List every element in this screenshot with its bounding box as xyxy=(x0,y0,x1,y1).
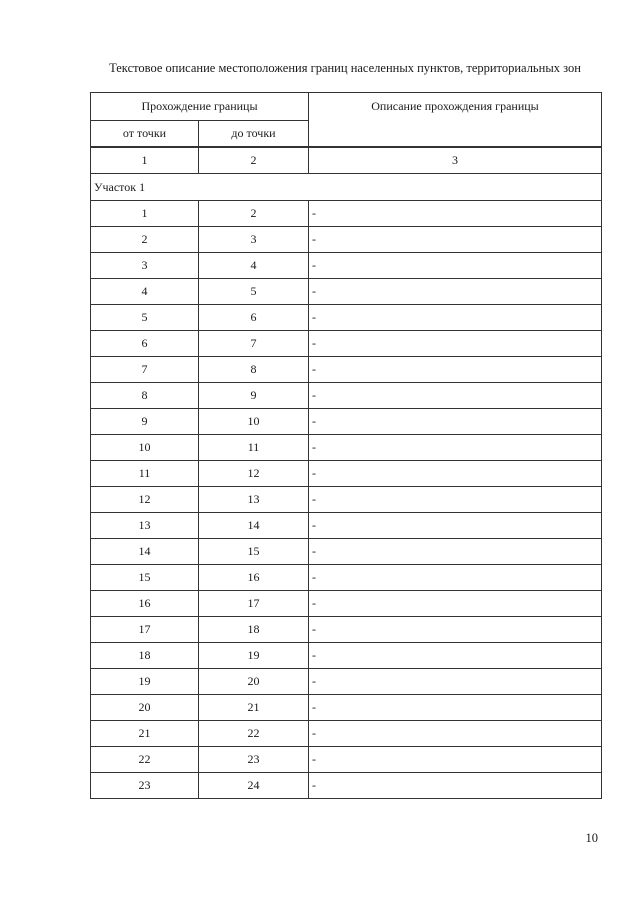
to-point-cell: 22 xyxy=(199,721,309,747)
description-header: Описание прохождения границы xyxy=(309,93,602,147)
to-point-cell: 14 xyxy=(199,513,309,539)
description-cell: - xyxy=(309,279,602,305)
from-point-cell: 1 xyxy=(91,201,199,227)
from-point-cell: 2 xyxy=(91,227,199,253)
to-point-header: до точки xyxy=(199,121,309,147)
table-row xyxy=(91,669,602,695)
section-row xyxy=(91,174,602,201)
to-point-cell: 8 xyxy=(199,357,309,383)
from-point-cell: 5 xyxy=(91,305,199,331)
description-cell: - xyxy=(309,305,602,331)
description-cell: - xyxy=(309,695,602,721)
to-point-cell: 20 xyxy=(199,669,309,695)
table-row xyxy=(91,409,602,435)
to-point-cell: 9 xyxy=(199,383,309,409)
to-point-cell: 16 xyxy=(199,565,309,591)
from-point-cell: 10 xyxy=(91,435,199,461)
to-point-cell: 19 xyxy=(199,643,309,669)
column-number: 1 xyxy=(91,148,199,174)
table-row xyxy=(91,539,602,565)
to-point-cell: 7 xyxy=(199,331,309,357)
from-point-cell: 6 xyxy=(91,331,199,357)
from-point-cell: 14 xyxy=(91,539,199,565)
description-cell: - xyxy=(309,539,602,565)
to-point-cell: 10 xyxy=(199,409,309,435)
description-cell: - xyxy=(309,461,602,487)
from-point-header: от точки xyxy=(91,121,199,147)
table-row xyxy=(91,383,602,409)
from-point-cell: 19 xyxy=(91,669,199,695)
to-point-cell: 24 xyxy=(199,773,309,799)
table-row xyxy=(91,435,602,461)
column-number: 3 xyxy=(309,148,602,174)
to-point-cell: 2 xyxy=(199,201,309,227)
description-cell: - xyxy=(309,721,602,747)
description-cell: - xyxy=(309,591,602,617)
table-row xyxy=(91,721,602,747)
description-cell: - xyxy=(309,617,602,643)
from-point-cell: 20 xyxy=(91,695,199,721)
from-point-cell: 13 xyxy=(91,513,199,539)
table-row xyxy=(91,747,602,773)
header-table xyxy=(90,92,602,147)
section-label: Участок 1 xyxy=(91,174,602,201)
from-point-cell: 7 xyxy=(91,357,199,383)
to-point-cell: 6 xyxy=(199,305,309,331)
to-point-cell: 17 xyxy=(199,591,309,617)
description-cell: - xyxy=(309,773,602,799)
from-point-cell: 22 xyxy=(91,747,199,773)
from-point-cell: 3 xyxy=(91,253,199,279)
description-cell: - xyxy=(309,201,602,227)
from-point-cell: 17 xyxy=(91,617,199,643)
table-row xyxy=(91,201,602,227)
from-point-cell: 12 xyxy=(91,487,199,513)
table-row xyxy=(91,461,602,487)
from-point-cell: 11 xyxy=(91,461,199,487)
table-row xyxy=(91,279,602,305)
table-row xyxy=(91,487,602,513)
description-cell: - xyxy=(309,253,602,279)
description-cell: - xyxy=(309,227,602,253)
table-row xyxy=(91,227,602,253)
table-row xyxy=(91,591,602,617)
from-point-cell: 23 xyxy=(91,773,199,799)
from-point-cell: 18 xyxy=(91,643,199,669)
description-cell: - xyxy=(309,643,602,669)
description-cell: - xyxy=(309,331,602,357)
page-title: Текстовое описание местоположения границ населенных пунктов, территориальных зон xyxy=(109,61,581,75)
page-number: 10 xyxy=(585,831,598,845)
from-point-cell: 21 xyxy=(91,721,199,747)
to-point-cell: 23 xyxy=(199,747,309,773)
table-row xyxy=(91,643,602,669)
table-row xyxy=(91,305,602,331)
description-cell: - xyxy=(309,383,602,409)
table-row xyxy=(91,513,602,539)
description-cell: - xyxy=(309,409,602,435)
description-cell: - xyxy=(309,435,602,461)
boundary-table-body xyxy=(91,148,602,799)
description-cell: - xyxy=(309,487,602,513)
to-point-cell: 11 xyxy=(199,435,309,461)
column-number: 2 xyxy=(199,148,309,174)
boundary-table xyxy=(90,147,602,799)
to-point-cell: 21 xyxy=(199,695,309,721)
description-cell: - xyxy=(309,565,602,591)
to-point-cell: 3 xyxy=(199,227,309,253)
table-row xyxy=(91,565,602,591)
table-row xyxy=(91,331,602,357)
to-point-cell: 18 xyxy=(199,617,309,643)
to-point-cell: 12 xyxy=(199,461,309,487)
description-cell: - xyxy=(309,357,602,383)
description-cell: - xyxy=(309,513,602,539)
table-row xyxy=(91,695,602,721)
from-point-cell: 16 xyxy=(91,591,199,617)
to-point-cell: 15 xyxy=(199,539,309,565)
to-point-cell: 5 xyxy=(199,279,309,305)
description-cell: - xyxy=(309,669,602,695)
table-row xyxy=(91,773,602,799)
from-point-cell: 8 xyxy=(91,383,199,409)
description-cell: - xyxy=(309,747,602,773)
table-row xyxy=(91,253,602,279)
column-numbers-row xyxy=(91,148,602,174)
table-row xyxy=(91,617,602,643)
table-row xyxy=(91,357,602,383)
from-point-cell: 9 xyxy=(91,409,199,435)
from-point-cell: 15 xyxy=(91,565,199,591)
passage-header: Прохождение границы xyxy=(91,93,309,121)
to-point-cell: 4 xyxy=(199,253,309,279)
from-point-cell: 4 xyxy=(91,279,199,305)
to-point-cell: 13 xyxy=(199,487,309,513)
